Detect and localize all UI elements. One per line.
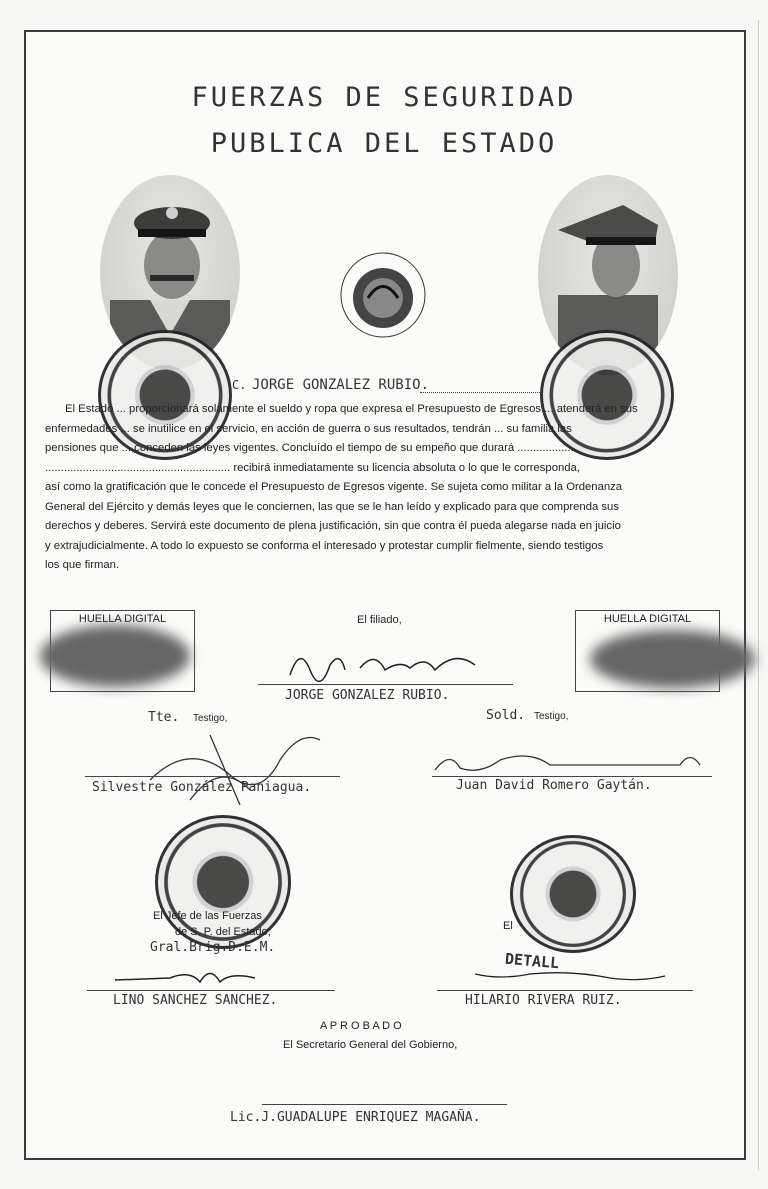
body-line-4: ........................................................... recibirá inmediatamente su licencia absoluta o lo que le corresponda, [45, 461, 580, 474]
body-line-8: y extrajudicialmente. A todo lo expuesto se conforma el interesado y protestar cumplir fielmente, siendo testigos [45, 539, 604, 552]
body-line-1: El Estado ... proporcionará solamente el sueldo y ropa que expresa el Presupuesto de Egresos ... atenderá en sus [65, 403, 638, 415]
approved-label: A P R O B A D O [320, 1020, 402, 1032]
redacted-fingerprint-right [590, 630, 755, 688]
signer-right-signature [470, 966, 670, 988]
name-prefix: C. [232, 378, 247, 392]
signer-left-name: LINO SANCHEZ SANCHEZ. [113, 993, 278, 1008]
witness-left-rank: Tte. [148, 710, 180, 725]
approver-name: Lic.J.GUADALUPE ENRIQUEZ MAGAÑA. [230, 1110, 481, 1125]
approver-role: El Secretario General del Gobierno, [283, 1039, 458, 1051]
filiado-signature-line [258, 684, 513, 685]
filiado-label: El filiado, [357, 614, 402, 626]
signer-right-name: HILARIO RIVERA RUIZ. [465, 993, 622, 1008]
document-title-line2: PUBLICA DEL ESTADO [210, 128, 558, 159]
witness-right-rank: Sold. [486, 708, 526, 723]
approver-line [262, 1104, 507, 1105]
signer-left-line [87, 990, 335, 991]
witness-right-line [432, 776, 712, 777]
redacted-fingerprint-left [40, 625, 190, 687]
document-title-line1: FUERZAS DE SEGURIDAD [191, 82, 577, 113]
body-line-3: pensiones que ... conceden las leyes vigentes. Concluído el tiempo de su empeño que durará .................. [45, 442, 574, 454]
signer-left-title-line2: de S. P. del Estado, [175, 926, 271, 938]
witness-left-name: Silvestre González Paniagua. [92, 780, 312, 795]
filiado-signature [285, 640, 495, 685]
body-line-7: derechos y deberes. Servirá este documento de plena justificación, sin que contra él pueda alegarse nada en juicio [45, 520, 621, 532]
signer-left-title-line1: El Jefe de las Fuerzas [153, 910, 262, 922]
body-line-9: los que firman. [45, 559, 120, 571]
fingerprint-label-left: HUELLA DIGITAL [78, 613, 167, 625]
contract-body-text [45, 400, 725, 576]
signer-left-signature [110, 960, 270, 990]
witness-left-signature [130, 720, 330, 815]
signer-left-rank: Gral.Brig.D.E.M. [150, 940, 276, 955]
filiado-name: JORGE GONZALEZ RUBIO. [285, 688, 450, 703]
witness-left-role: Testigo, [193, 713, 228, 724]
witness-right-name: Juan David Romero Gaytán. [456, 778, 652, 793]
body-line-6: General del Ejército y demás leyes que le conciernen, las que se le han leído y explicado para que comprenda sus [45, 500, 619, 513]
signer-right-line [437, 990, 693, 991]
witness-left-line [85, 776, 340, 777]
national-seal [333, 250, 433, 340]
body-line-2: enfermedades ... se inutilice en el servicio, en acción de guerra o sus resultados, tendrán ... su familia las [45, 422, 572, 435]
fingerprint-label-right: HUELLA DIGITAL [603, 613, 692, 625]
body-line-5: así como la gratificación que le concede el Presupuesto de Egresos vigente. Se sujeta como militar a la Ordenanza [45, 481, 623, 493]
enlistee-name: JORGE GONZALEZ RUBIO. [252, 377, 430, 393]
name-underline [420, 392, 540, 394]
witness-right-role: Testigo, [534, 711, 569, 722]
official-stamp-lower-right [510, 835, 636, 953]
signer-right-title: El [503, 920, 513, 932]
detall-stamp-word: DETALL [504, 949, 560, 973]
